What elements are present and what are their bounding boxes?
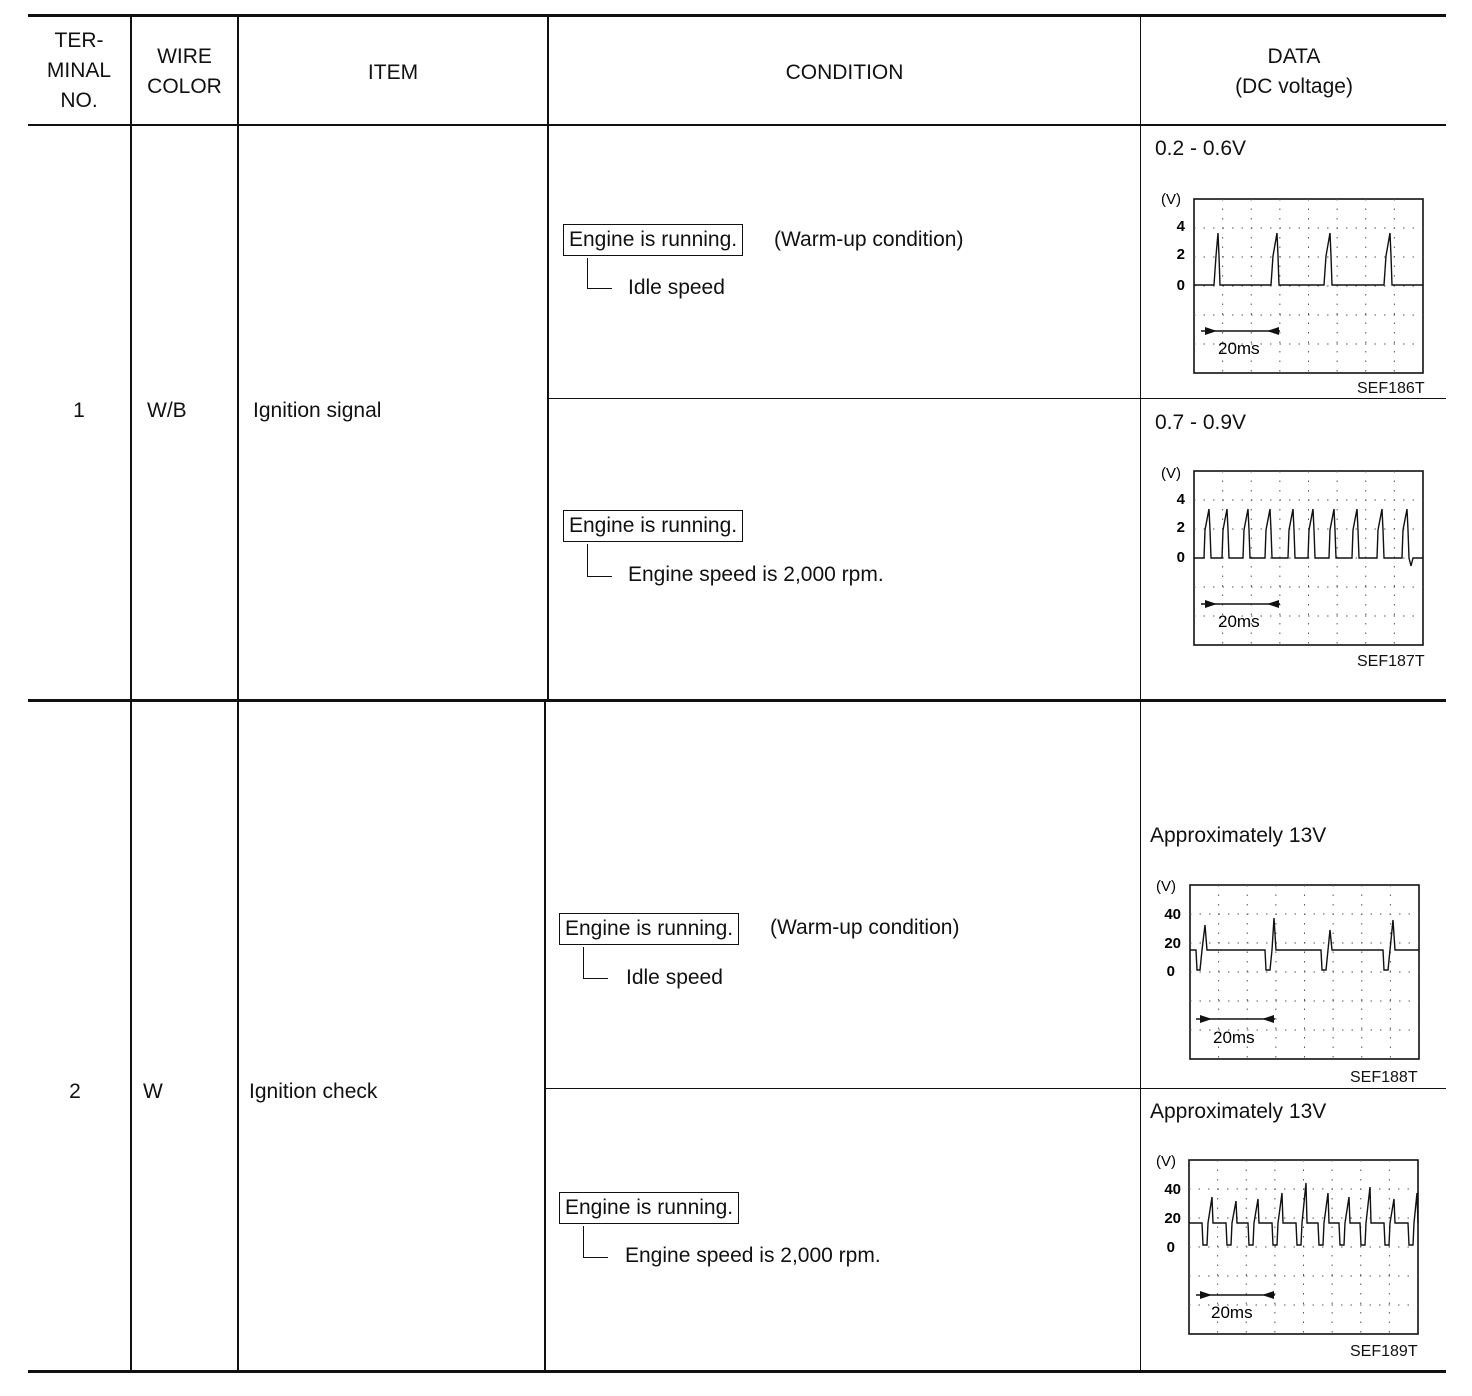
condition-note: (Warm-up condition) xyxy=(774,228,964,251)
time-scale-label: 20ms xyxy=(1211,1303,1253,1322)
arrow-head xyxy=(1267,600,1279,608)
tick-label: 40 xyxy=(1164,1181,1181,1198)
waveform-chart xyxy=(1155,186,1440,380)
arrow-head xyxy=(1262,1015,1274,1023)
arrow-head xyxy=(1205,600,1217,608)
tick-label: 0 xyxy=(1166,963,1175,980)
time-scale-label: 20ms xyxy=(1213,1028,1255,1047)
waveform-chart xyxy=(1150,1147,1435,1341)
unit-label: (V) xyxy=(1161,465,1181,482)
condition-bracket xyxy=(587,258,612,289)
unit-label: (V) xyxy=(1156,878,1176,895)
condition-detail: Engine speed is 2,000 rpm. xyxy=(628,563,884,586)
figure-code: SEF188T xyxy=(1350,1069,1418,1086)
condition-detail: Engine speed is 2,000 rpm. xyxy=(625,1244,881,1267)
header-item: ITEM xyxy=(367,61,419,84)
tick-label: 4 xyxy=(1176,491,1185,508)
terminal-number: 1 xyxy=(73,399,85,422)
header-terminal-no: TER- MINAL NO. xyxy=(46,29,112,112)
item-name: Ignition check xyxy=(249,1080,378,1103)
data-value: 0.7 - 0.9V xyxy=(1155,411,1247,434)
arrow-head xyxy=(1200,1015,1212,1023)
row-divider xyxy=(28,699,1446,702)
condition-boxed-label: Engine is running. xyxy=(563,224,743,256)
sub-row-divider xyxy=(545,1088,1446,1089)
unit-label: (V) xyxy=(1161,191,1181,208)
item-name: Ignition signal xyxy=(253,399,382,422)
tick-label: 0 xyxy=(1166,1239,1175,1256)
tick-label: 0 xyxy=(1176,549,1185,566)
tick-label: 40 xyxy=(1164,906,1181,923)
table-bottom-border xyxy=(28,1370,1446,1373)
column-divider xyxy=(1140,15,1141,1371)
column-divider xyxy=(130,15,132,1371)
waveform-chart xyxy=(1150,872,1435,1066)
tick-label: 2 xyxy=(1176,519,1185,536)
waveform-trace xyxy=(1189,1183,1418,1245)
data-value: Approximately 13V xyxy=(1150,824,1327,847)
wire-color: W/B xyxy=(147,399,187,422)
waveform-chart xyxy=(1155,458,1440,652)
figure-code: SEF186T xyxy=(1357,380,1425,397)
column-divider xyxy=(237,15,239,1371)
tick-label: 2 xyxy=(1176,246,1185,263)
arrow-head xyxy=(1262,1291,1274,1299)
condition-bracket xyxy=(583,1226,608,1258)
time-scale-label: 20ms xyxy=(1218,612,1260,631)
table-top-border xyxy=(28,14,1446,17)
condition-boxed-label: Engine is running. xyxy=(563,510,743,542)
header-condition: CONDITION xyxy=(785,61,904,84)
arrow-head xyxy=(1205,327,1217,335)
sub-row-divider xyxy=(548,398,1446,399)
time-scale-label: 20ms xyxy=(1218,339,1260,358)
condition-bracket xyxy=(587,544,612,577)
header-wire-color: WIRE COLOR xyxy=(147,45,222,98)
figure-code: SEF189T xyxy=(1350,1343,1418,1360)
wire-color: W xyxy=(143,1080,163,1103)
terminal-number: 2 xyxy=(69,1080,81,1103)
condition-note: (Warm-up condition) xyxy=(770,916,960,939)
waveform-trace xyxy=(1194,509,1423,566)
unit-label: (V) xyxy=(1156,1153,1176,1170)
condition-bracket xyxy=(583,947,608,979)
arrow-head xyxy=(1200,1291,1212,1299)
tick-label: 20 xyxy=(1164,1210,1181,1227)
condition-detail: Idle speed xyxy=(626,966,723,989)
condition-detail: Idle speed xyxy=(628,276,725,299)
column-divider xyxy=(544,700,546,1371)
tick-label: 20 xyxy=(1164,935,1181,952)
header-data: DATA (DC voltage) xyxy=(1235,45,1353,98)
data-value: Approximately 13V xyxy=(1150,1100,1327,1123)
condition-boxed-label: Engine is running. xyxy=(559,1192,739,1224)
waveform-trace xyxy=(1194,233,1423,285)
arrow-head xyxy=(1267,327,1279,335)
header-bottom-border xyxy=(28,124,1446,126)
tick-label: 0 xyxy=(1176,277,1185,294)
condition-boxed-label: Engine is running. xyxy=(559,913,739,945)
figure-code: SEF187T xyxy=(1357,653,1425,670)
column-divider xyxy=(547,15,549,701)
tick-label: 4 xyxy=(1176,218,1185,235)
data-value: 0.2 - 0.6V xyxy=(1155,137,1247,160)
